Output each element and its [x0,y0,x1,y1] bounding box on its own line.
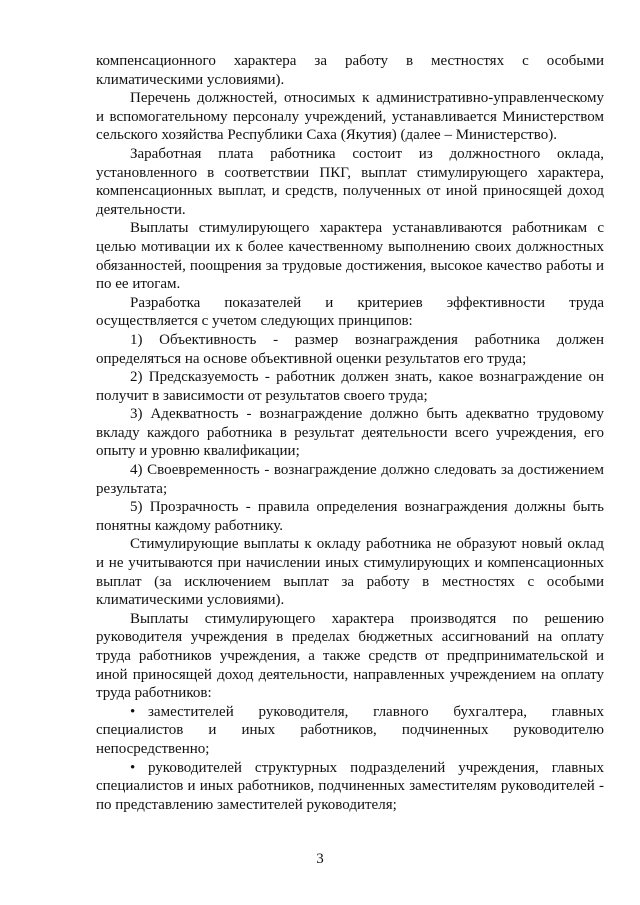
bullet-text: руководителей структурных подразделений учреждения, главных специалистов и иных работников, подчиненных заместителям руководителей - по представлению заместителей руководителя; [96,759,604,813]
paragraph: Выплаты стимулирующего характера устанавливаются работникам с целью мотивации их к более качественному выполнению своих должностных обязанностей, поощрения за трудовые достижения, высокое качество работы и по ее итогам. [96,220,604,293]
bullet-item [96,759,604,815]
page-number: 3 [316,851,324,867]
principle-item: 4) Своевременность - вознаграждение должно следовать за достижением результата; [96,462,604,497]
bullet-marker: • [130,703,136,720]
bullet-text: заместителей руководителя, главного бухгалтера, главных специалистов и иных работников, подчиненных руководителю непосредственно; [96,703,604,757]
document-body [96,52,604,814]
principle-item: 1) Объективность - размер вознаграждения работника должен определяться на основе объективной оценки результатов его труда; [96,331,604,367]
paragraph: компенсационного характера за работу в местностях с особыми климатическими условиями). [96,53,604,88]
paragraph: Перечень должностей, относимых к административно-управленческому и вспомогательному персоналу учреждений, устанавливается Министерством сельского хозяйства Республики Саха (Якутия) (далее – Министерство). [96,90,604,144]
paragraph: Стимулирующие выплаты к окладу работника не образуют новый оклад и не учитываются при начислении иных стимулирующих и компенсационных выплат (за исключением выплат за работу в местностях с особыми климатическими условиями). [96,536,604,609]
principle-item: 2) Предсказуемость - работник должен знать, какое вознаграждение он получит в зависимости от результатов своего труда; [96,369,604,404]
principle-item: 3) Адекватность - вознаграждение должно быть адекватно трудовому вкладу каждого работника в результат деятельности всего учреждения, его опыту и уровню квалификации; [96,406,604,460]
bullet-marker: • [130,759,136,776]
bullet-item [96,703,604,759]
paragraph: Выплаты стимулирующего характера производятся по решению руководителя учреждения в пределах бюджетных ассигнований на оплату труда работников учреждения, а также средств от предпринимательской и иной приносящей доход деятельности, направленных учреждением на оплату труда работников: [96,610,604,702]
paragraph: Разработка показателей и критериев эффективности труда осуществляется с учетом следующих принципов: [96,294,604,330]
paragraph: Заработная плата работника состоит из должностного оклада, установленного в соответствии ПКГ, выплат стимулирующего характера, компенсационных выплат, и средств, полученных от иной приносящей доход деятельности. [96,145,604,218]
principle-item: 5) Прозрачность - правила определения вознаграждения должны быть понятны каждому работнику. [96,499,604,534]
